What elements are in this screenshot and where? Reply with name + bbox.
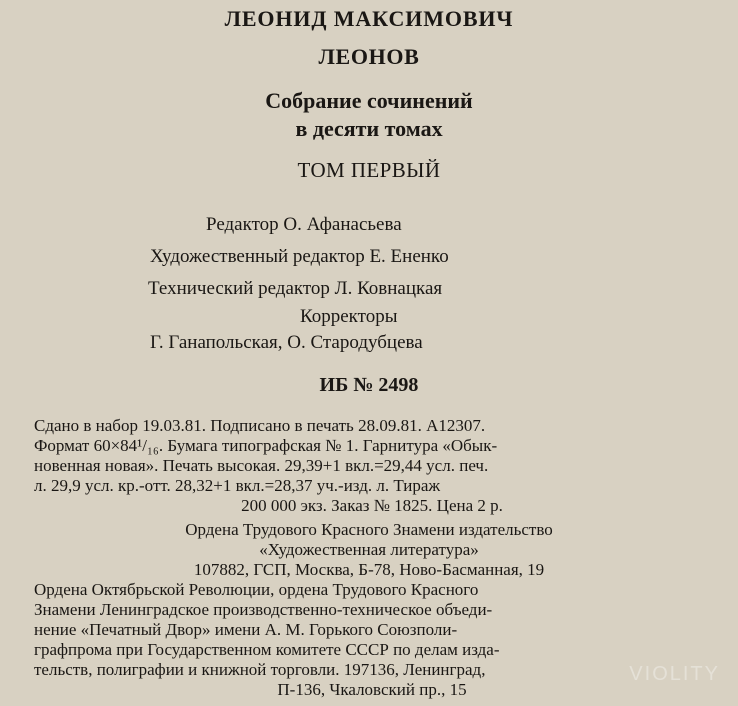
volume-label: ТОМ ПЕРВЫЙ <box>297 158 441 182</box>
printer-line: П-136, Чкаловский пр., 15 <box>277 680 467 699</box>
publisher-line: 107882, ГСП, Москва, Б-78, Ново-Басманная, 19 <box>193 560 545 579</box>
publisher-line: Ордена Трудового Красного Знамени издательство <box>185 520 553 539</box>
publisher-block <box>0 520 738 580</box>
imprint-line: Сдано в набор 19.03.81. Подписано в печать 28.09.81. А12307. <box>34 416 486 435</box>
editor-credit: Редактор О. Афанасьева <box>206 214 402 235</box>
printer-line: Ордена Октябрьской Революции, ордена Трудового Красного <box>34 580 479 599</box>
publisher-line: «Художественная литература» <box>259 540 479 559</box>
printer-line: Знамени Ленинградское производственно-техническое объеди- <box>34 600 493 619</box>
correctors-names: Г. Ганапольская, О. Стародубцева <box>150 332 423 353</box>
correctors-label: Корректоры <box>300 306 398 327</box>
collection-title-line1: Собрание сочинений <box>265 88 473 113</box>
imprint-details <box>34 416 710 516</box>
ib-number: ИБ № 2498 <box>319 374 419 396</box>
printer-line: графпрома при Государственном комитете СССР по делам изда- <box>34 640 500 659</box>
art-editor-credit: Художественный редактор Е. Ененко <box>150 246 449 267</box>
author-name: ЛЕОНИД МАКСИМОВИЧ <box>224 6 514 31</box>
imprint-line: Формат 60×84¹/₁₆. Бумага типографская № 1. Гарнитура «Обык- <box>34 436 498 455</box>
printer-line: нение «Печатный Двор» имени А. М. Горького Союзполи- <box>34 620 458 639</box>
imprint-line: 200 000 экз. Заказ № 1825. Цена 2 р. <box>241 496 503 515</box>
imprint-line: новенная новая». Печать высокая. 29,39+1 вкл.=29,44 усл. печ. <box>34 456 489 475</box>
author-surname: ЛЕОНОВ <box>318 44 420 69</box>
watermark-text: VIOLITY <box>629 663 720 685</box>
tech-editor-credit: Технический редактор Л. Ковнацкая <box>148 278 443 299</box>
imprint-line: л. 29,9 усл. кр.-отт. 28,32+1 вкл.=28,37 уч.-изд. л. Тираж <box>34 476 441 495</box>
collection-title-line2: в десяти томах <box>295 116 443 141</box>
printer-block <box>34 580 710 700</box>
printer-line: тельств, полиграфии и книжной торговли. 197136, Ленинград, <box>34 660 486 679</box>
